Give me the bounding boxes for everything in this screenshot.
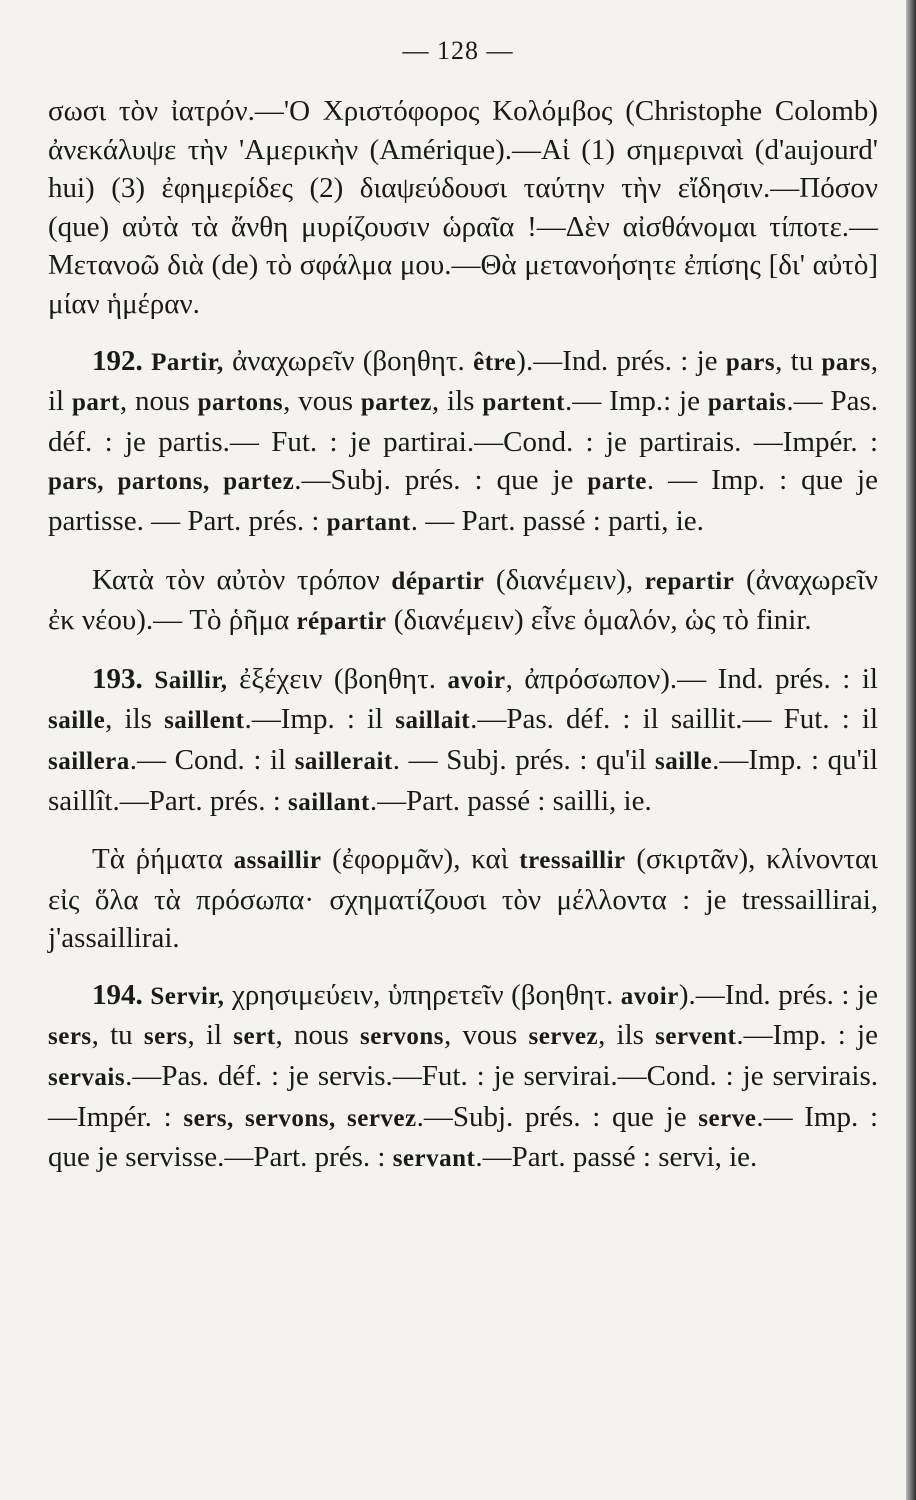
section-194-text bbox=[48, 979, 878, 1173]
text-run: .—Subj. prés. : que je bbox=[416, 1100, 699, 1133]
text-run: . — Subj. prés. : qu'il bbox=[392, 743, 655, 776]
text-run: , ils bbox=[598, 1019, 656, 1052]
text-run: , ἀπρόσωπον).— Ind. prés. : il bbox=[505, 662, 878, 695]
bold-term: parte bbox=[587, 468, 647, 496]
text-run: (σκιρτᾶν), κλίνονται εἰς ὅλα τὰ πρόσωπα· σχηματίζουσι τὸν μέλλοντα : je tressaillirai, j'assaillirai. bbox=[48, 843, 878, 955]
page-edge-shadow bbox=[906, 0, 916, 1500]
text-run: (διανέμειν), bbox=[484, 563, 645, 596]
text-run: .— Imp. : que je servisse.—Part. prés. : bbox=[48, 1100, 879, 1174]
bold-term: saille bbox=[48, 707, 106, 735]
bold-term: sert bbox=[233, 1023, 276, 1051]
text-run: .— Imp.: je bbox=[564, 385, 708, 418]
bold-term: sers bbox=[143, 1023, 188, 1051]
text-run: Τὰ ῥήματα bbox=[92, 843, 234, 876]
text-run: . — Imp. : que je partisse. — Part. prés. : bbox=[48, 464, 878, 537]
text-run: (ἐφορμᾶν), καὶ bbox=[321, 843, 520, 876]
text-run: (διανέμειν) εἶνε ὁμαλόν, ὡς τὸ finir. bbox=[386, 604, 812, 637]
bold-term: partent bbox=[482, 389, 565, 417]
text-run: , vous bbox=[444, 1019, 529, 1052]
bold-term: partons bbox=[197, 389, 284, 417]
bold-term: sers, servons, servez bbox=[183, 1104, 417, 1132]
bold-term: être bbox=[473, 348, 517, 376]
section-number: 194. bbox=[92, 978, 143, 1011]
text-run: , nous bbox=[275, 1019, 360, 1052]
bold-term: répartir bbox=[296, 608, 387, 636]
bold-term: partez bbox=[360, 389, 432, 417]
section-193-note bbox=[48, 840, 878, 958]
bold-term: servons bbox=[359, 1023, 445, 1051]
text-run: .—Pas. déf. : il saillit.— Fut. : il bbox=[470, 703, 878, 736]
section-number: 192. bbox=[92, 344, 143, 377]
bold-term: saillerait bbox=[294, 747, 393, 775]
text-run: Κατὰ τὸν αὐτὸν τρόπον bbox=[92, 563, 392, 596]
text-run: ἀναχωρεῖν (βοηθητ. bbox=[223, 344, 474, 377]
text-run: ).—Ind. prés. : je bbox=[678, 978, 878, 1011]
section-194-paragraph bbox=[48, 976, 878, 1179]
bold-term: Saillir, bbox=[154, 666, 228, 694]
bold-term: départir bbox=[391, 567, 485, 595]
text-run: .—Imp. : qu'il saillît.—Part. prés. : bbox=[48, 743, 878, 817]
page-number: — 128 — bbox=[402, 36, 514, 65]
section-193-paragraph bbox=[48, 660, 878, 822]
text-run: .—Imp. : je bbox=[736, 1019, 878, 1052]
bold-term: sers bbox=[48, 1023, 92, 1051]
bold-term: saillait bbox=[395, 707, 471, 735]
bold-term: pars bbox=[821, 348, 871, 376]
bold-term: saille bbox=[655, 747, 713, 775]
text-run: χρησιμεύειν, ὑπηρετεῖν (βοηθητ. bbox=[224, 978, 621, 1011]
bold-term: pars bbox=[725, 348, 776, 376]
text-run: ).—Ind. prés. : je bbox=[516, 344, 726, 377]
section-192-paragraph bbox=[48, 342, 878, 543]
bold-term: part bbox=[72, 389, 120, 417]
bold-term: saillent bbox=[164, 707, 245, 735]
page-content bbox=[48, 92, 878, 1197]
bold-term: avoir bbox=[447, 666, 506, 694]
section-192-text bbox=[48, 345, 878, 537]
text-run: , tu bbox=[775, 344, 822, 377]
text-run: , vous bbox=[283, 385, 361, 418]
bold-term: servent bbox=[655, 1023, 737, 1051]
text-run: .—Pas. déf. : je servis.—Fut. : je servirai.—Cond. : je servirais.—Impér. : bbox=[48, 1060, 878, 1133]
text-run: , il bbox=[48, 344, 878, 418]
bold-term: saillant bbox=[288, 788, 370, 816]
bold-term: servez bbox=[528, 1023, 599, 1051]
text-run: . — Part. passé : parti, ie. bbox=[410, 504, 704, 537]
bold-term: tressaillir bbox=[519, 847, 626, 875]
text-run: , tu bbox=[91, 1019, 144, 1052]
bold-term: repartir bbox=[644, 567, 735, 595]
text-run: .—Part. passé : servi, ie. bbox=[475, 1141, 758, 1174]
bold-term: servant bbox=[392, 1145, 476, 1173]
text-run: .— Pas. déf. : je partis.— Fut. : je partirai.—Cond. : je partirais. —Impér. : bbox=[48, 385, 878, 458]
text-run: .—Imp. : il bbox=[244, 703, 396, 736]
bold-term: saillera bbox=[48, 747, 130, 775]
text-run: .— Cond. : il bbox=[129, 743, 295, 776]
bold-term: avoir bbox=[620, 982, 679, 1010]
bold-term: Servir, bbox=[150, 982, 225, 1010]
text-run: , il bbox=[187, 1019, 234, 1052]
text-run: , ils bbox=[105, 703, 165, 736]
text-run: ἐξέχειν (βοηθητ. bbox=[227, 662, 448, 695]
text-run: (ἀναχωρεῖν ἐκ νέου).— Τὸ ῥῆμα bbox=[48, 563, 879, 637]
section-192-note bbox=[48, 561, 878, 642]
section-number: 193. bbox=[92, 662, 143, 695]
intro-paragraph: σωσι τὸν ἰατρόν.—'Ο Χριστόφορος Κολόμβος (Christophe Colomb) ἀνεκάλυψε τὴν 'Αμερικὴν (Amérique).—Αἱ (1) σημεριναὶ (d'aujourd' hui) (3) ἐφημερίδες (2) διαψεύδουσι ταύτην τὴν εἴδησιν.—Πόσον (que) αὐτὰ τὰ ἄνθη μυρίζουσιν ὡραῖα !—Δὲν αἰσθάνομαι τίποτε.—Μετανοῶ διὰ (de) τὸ σφάλμα μου.—Θὰ μετανοήσητε ἐπίσης [δι' αὐτὸ] μίαν ἡμέραν. bbox=[48, 95, 878, 320]
bold-term: partant bbox=[326, 508, 411, 536]
text-run: .—Subj. prés. : que je bbox=[294, 464, 588, 497]
bold-term: servais bbox=[48, 1064, 126, 1092]
bold-term: assaillir bbox=[233, 847, 322, 875]
text-run: , nous bbox=[119, 385, 198, 418]
section-193-text bbox=[48, 663, 878, 817]
text-run: .—Part. passé : sailli, ie. bbox=[369, 784, 652, 817]
bold-term: pars, partons, partez bbox=[48, 468, 295, 496]
bold-term: partais bbox=[707, 389, 787, 417]
text-run: , ils bbox=[431, 385, 483, 418]
bold-term: serve bbox=[698, 1104, 757, 1132]
bold-term: Partir, bbox=[151, 348, 224, 376]
